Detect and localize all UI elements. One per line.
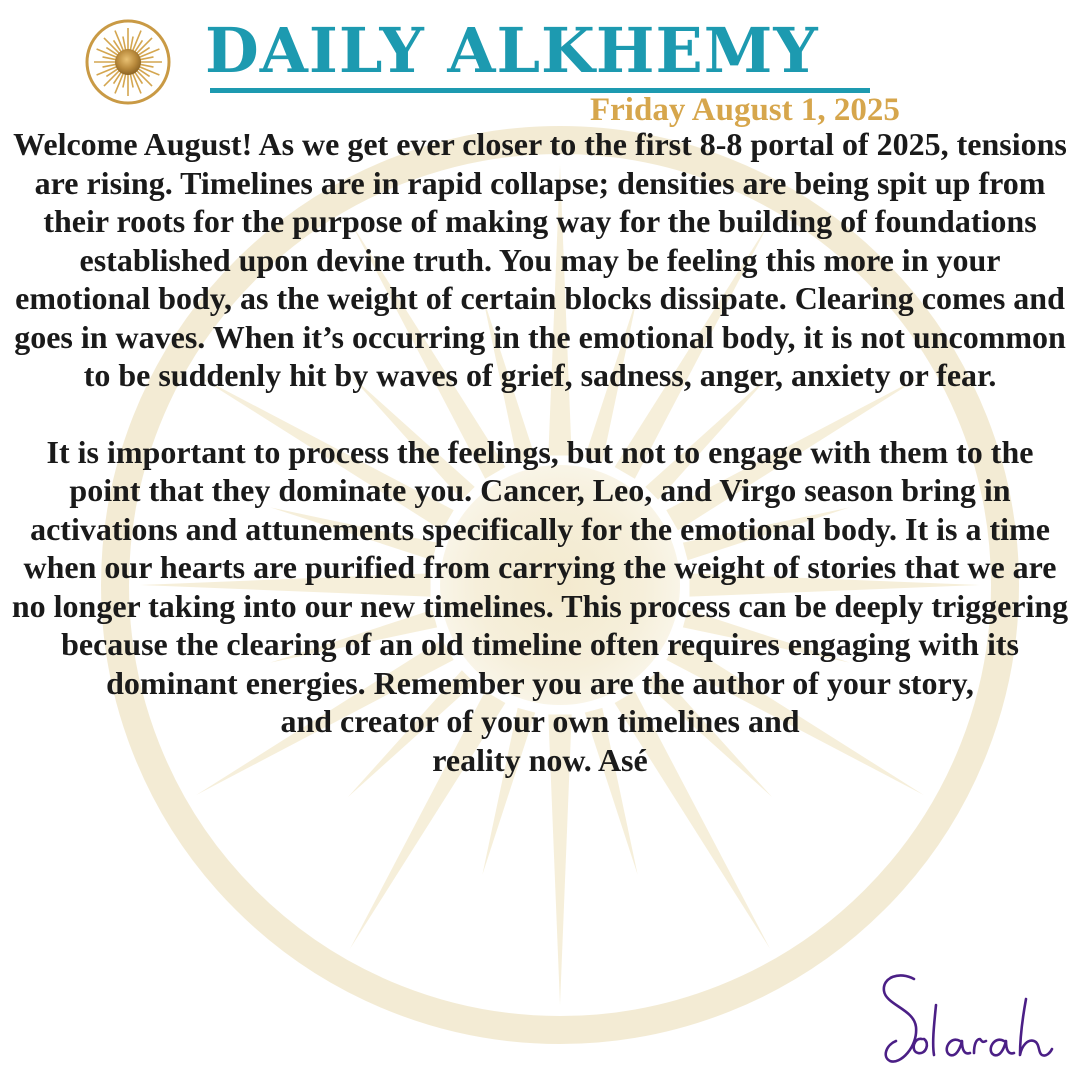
message-body <box>10 125 1070 779</box>
solarah-signature-icon <box>870 965 1070 1075</box>
paragraph-4: reality now. Asé <box>432 741 648 778</box>
date-label: Friday August 1, 2025 <box>590 92 900 128</box>
paragraph-3: and creator of your own timelines and <box>280 703 800 739</box>
paragraph-gap <box>10 395 1070 433</box>
paragraph-1: Welcome August! As we get ever closer to the first 8-8 portal of 2025, tensions are rising. Timelines are in rapid collapse; densities are being spit up from their roots for the purpose of making way for the building of foundations established upon devine truth. You may be feeling this more in your emotional body, as the weight of certain blocks dissipate. Clearing comes and goes in waves. When it’s occurring in the emotional body, it is not uncommon to be suddenly hit by waves of grief, sadness, anger, anxiety or fear. <box>13 126 1067 393</box>
paragraph-2: It is important to process the feelings, but not to engage with them to the point that they dominate you. Cancer, Leo, and Virgo season bring in activations and attunements specifically for the emotional body. It is a time when our hearts are purified from carrying the weight of stories that we are no longer taking into our new timelines. This process can be deeply triggering because the clearing of an old timeline often requires engaging with its dominant energies. Remember you are the author of your story, <box>11 433 1069 701</box>
golden-sun-logo-icon <box>84 18 172 106</box>
page-title: DAILY ALKHEMY <box>205 14 819 87</box>
